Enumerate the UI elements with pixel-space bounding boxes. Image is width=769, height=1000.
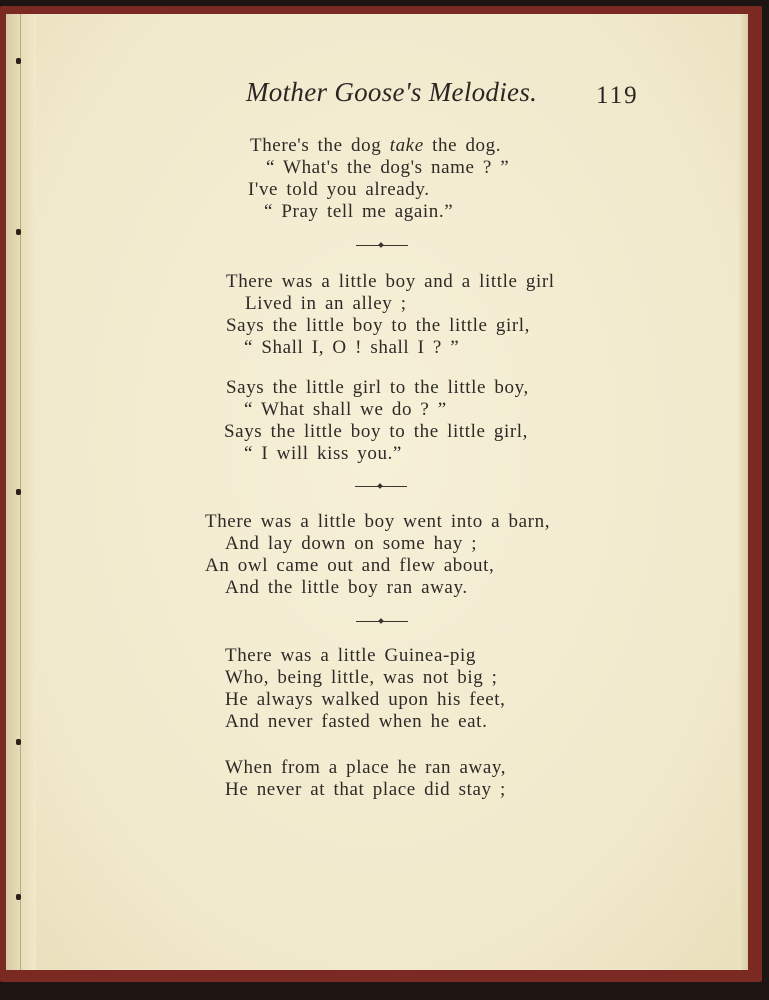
binding-stitch <box>16 739 21 745</box>
binding-stitch <box>16 894 21 900</box>
verse-line: I've told you already. <box>248 179 430 200</box>
verse-line-part: the dog. <box>423 135 502 156</box>
verse-line: He always walked upon his feet, <box>225 689 506 710</box>
verse-line: “ I will kiss you.” <box>244 443 402 464</box>
verse-line: Says the little boy to the little girl, <box>226 315 531 336</box>
verse-line: Who, being little, was not big ; <box>225 667 498 688</box>
page-right-edge <box>738 14 748 970</box>
verse-line: There was a little boy went into a barn, <box>205 511 551 532</box>
running-title: Mother Goose's Melodies. <box>246 77 538 107</box>
section-divider <box>356 241 408 251</box>
section-divider <box>355 482 407 492</box>
verse-line: And the little boy ran away. <box>225 577 468 598</box>
verse-line: “ What's the dog's name ? ” <box>266 157 510 178</box>
verse-emphasis: take <box>389 135 424 156</box>
verse-line: An owl came out and flew about, <box>205 555 495 576</box>
verse-line <box>250 135 501 157</box>
verse-line: Says the little girl to the little boy, <box>226 377 529 398</box>
section-divider <box>356 617 408 627</box>
verse-line: Says the little boy to the little girl, <box>224 421 529 442</box>
verse-line: “ What shall we do ? ” <box>244 399 447 420</box>
verse-line: And lay down on some hay ; <box>225 533 478 554</box>
verse-line-part: There's the dog <box>250 135 390 156</box>
page-gutter <box>6 14 36 970</box>
binding-stitch <box>16 229 21 235</box>
verse-line: He never at that place did stay ; <box>225 779 506 800</box>
verse-line: There was a little boy and a little girl <box>226 271 555 292</box>
verse-line: Lived in an alley ; <box>245 293 407 314</box>
page-number: 119 <box>596 82 639 109</box>
verse-line: “ Pray tell me again.” <box>264 201 454 222</box>
verse-line: And never fasted when he eat. <box>225 711 488 732</box>
verse-line: There was a little Guinea-pig <box>225 645 476 666</box>
binding-stitch <box>16 489 21 495</box>
binding-stitch <box>16 58 21 64</box>
verse-line: When from a place he ran away, <box>225 757 507 778</box>
verse-line: “ Shall I, O ! shall I ? ” <box>244 337 460 358</box>
